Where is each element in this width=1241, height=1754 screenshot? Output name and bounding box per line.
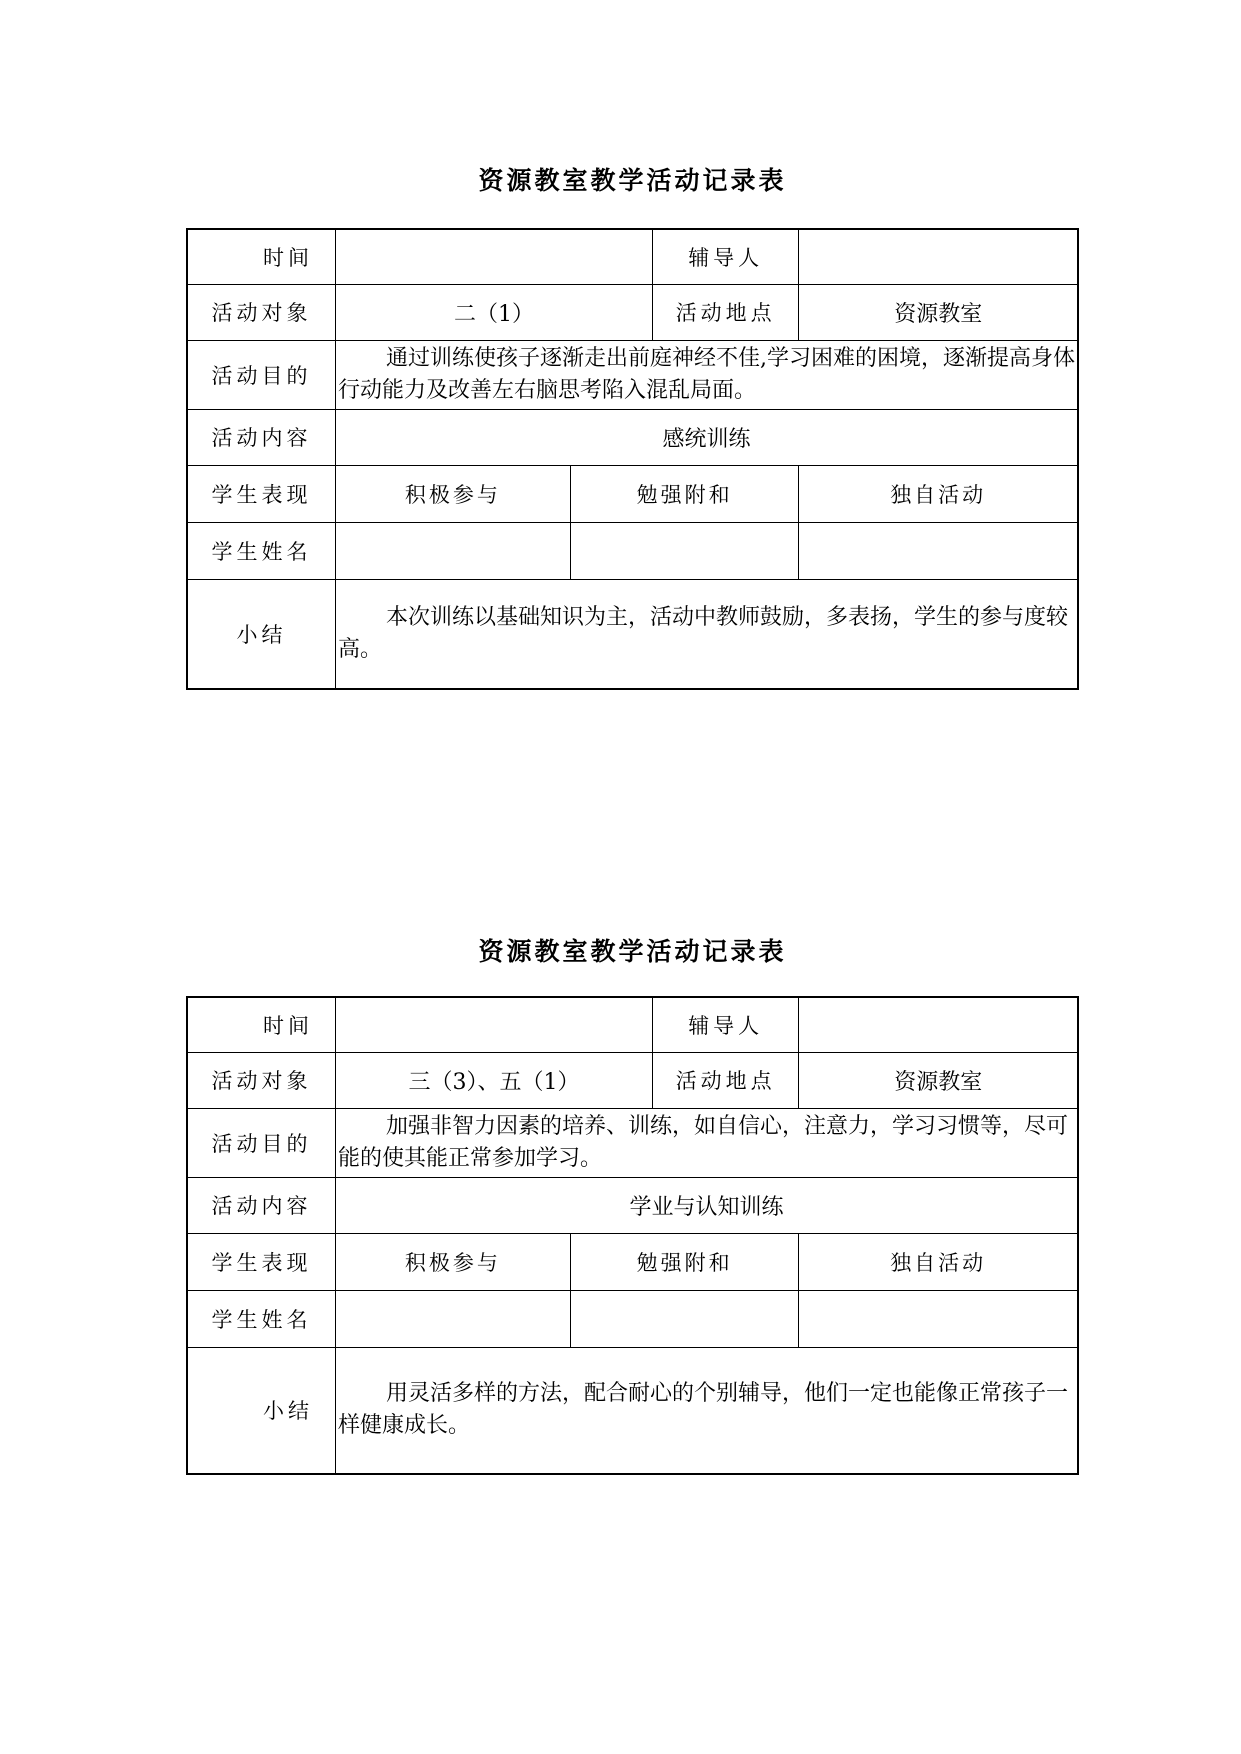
summary-cell[interactable] [336, 579, 1079, 689]
purpose-row [187, 1108, 1078, 1177]
place-value[interactable]: 资源教室 [799, 284, 1078, 340]
summary-row [187, 579, 1078, 689]
content-row [187, 1177, 1078, 1233]
names-active-cell[interactable] [336, 1290, 571, 1347]
place-value[interactable]: 资源教室 [799, 1052, 1078, 1108]
place-label: 活动地点 [653, 1052, 799, 1108]
time-value[interactable] [336, 229, 653, 284]
names-row [187, 522, 1078, 579]
performance-active: 积极参与 [336, 465, 571, 522]
names-row [187, 1290, 1078, 1347]
summary-text: 本次训练以基础知识为主，活动中教师鼓励，多表扬，学生的参与度较高。 [338, 604, 1069, 662]
performance-reluctant: 勉强附和 [570, 1233, 799, 1290]
content-label: 活动内容 [187, 409, 336, 465]
target-value[interactable]: 三（3）、五（1） [336, 1052, 653, 1108]
performance-label: 学生表现 [187, 465, 336, 522]
target-row [187, 284, 1078, 340]
target-value[interactable]: 二（1） [336, 284, 653, 340]
record-1-table [186, 228, 1079, 690]
performance-reluctant: 勉强附和 [570, 465, 799, 522]
names-label: 学生姓名 [187, 1290, 336, 1347]
summary-row [187, 1347, 1078, 1474]
performance-row [187, 465, 1078, 522]
purpose-text: 通过训练使孩子逐渐走出前庭神经不佳,学习困难的困境，逐渐提高身体行动能力及改善左右脑思考陷入混乱局面。 [338, 345, 1075, 403]
summary-label: 小结 [187, 579, 336, 689]
summary-cell[interactable] [336, 1347, 1079, 1474]
purpose-cell[interactable] [336, 340, 1079, 409]
time-label: 时间 [187, 229, 336, 284]
purpose-label: 活动目的 [187, 340, 336, 409]
content-row [187, 409, 1078, 465]
time-row [187, 229, 1078, 284]
names-active-cell[interactable] [336, 522, 571, 579]
time-value[interactable] [336, 997, 653, 1052]
purpose-label: 活动目的 [187, 1108, 336, 1177]
target-row [187, 1052, 1078, 1108]
performance-alone: 独自活动 [799, 465, 1078, 522]
names-reluctant-cell[interactable] [570, 522, 799, 579]
purpose-cell[interactable] [336, 1108, 1079, 1177]
names-alone-cell[interactable] [799, 522, 1078, 579]
performance-label: 学生表现 [187, 1233, 336, 1290]
tutor-label: 辅导人 [653, 229, 799, 284]
tutor-value[interactable] [799, 997, 1078, 1052]
tutor-label: 辅导人 [653, 997, 799, 1052]
purpose-text: 加强非智力因素的培养、训练，如自信心，注意力，学习习惯等，尽可能的使其能正常参加学习。 [338, 1113, 1069, 1171]
tutor-value[interactable] [799, 229, 1078, 284]
summary-label: 小结 [187, 1347, 336, 1474]
performance-active: 积极参与 [336, 1233, 571, 1290]
names-alone-cell[interactable] [799, 1290, 1078, 1347]
record-2-title: 资源教室教学活动记录表 [478, 937, 787, 966]
purpose-row [187, 340, 1078, 409]
target-label: 活动对象 [187, 284, 336, 340]
names-reluctant-cell[interactable] [570, 1290, 799, 1347]
content-value[interactable]: 学业与认知训练 [336, 1177, 1079, 1233]
names-label: 学生姓名 [187, 522, 336, 579]
record-1-title: 资源教室教学活动记录表 [478, 166, 787, 195]
record-2-table [186, 996, 1079, 1475]
summary-text: 用灵活多样的方法，配合耐心的个别辅导，他们一定也能像正常孩子一样健康成长。 [338, 1381, 1069, 1439]
performance-alone: 独自活动 [799, 1233, 1078, 1290]
content-label: 活动内容 [187, 1177, 336, 1233]
time-row [187, 997, 1078, 1052]
target-label: 活动对象 [187, 1052, 336, 1108]
performance-row [187, 1233, 1078, 1290]
time-label: 时间 [187, 997, 336, 1052]
content-value[interactable]: 感统训练 [336, 409, 1079, 465]
place-label: 活动地点 [653, 284, 799, 340]
